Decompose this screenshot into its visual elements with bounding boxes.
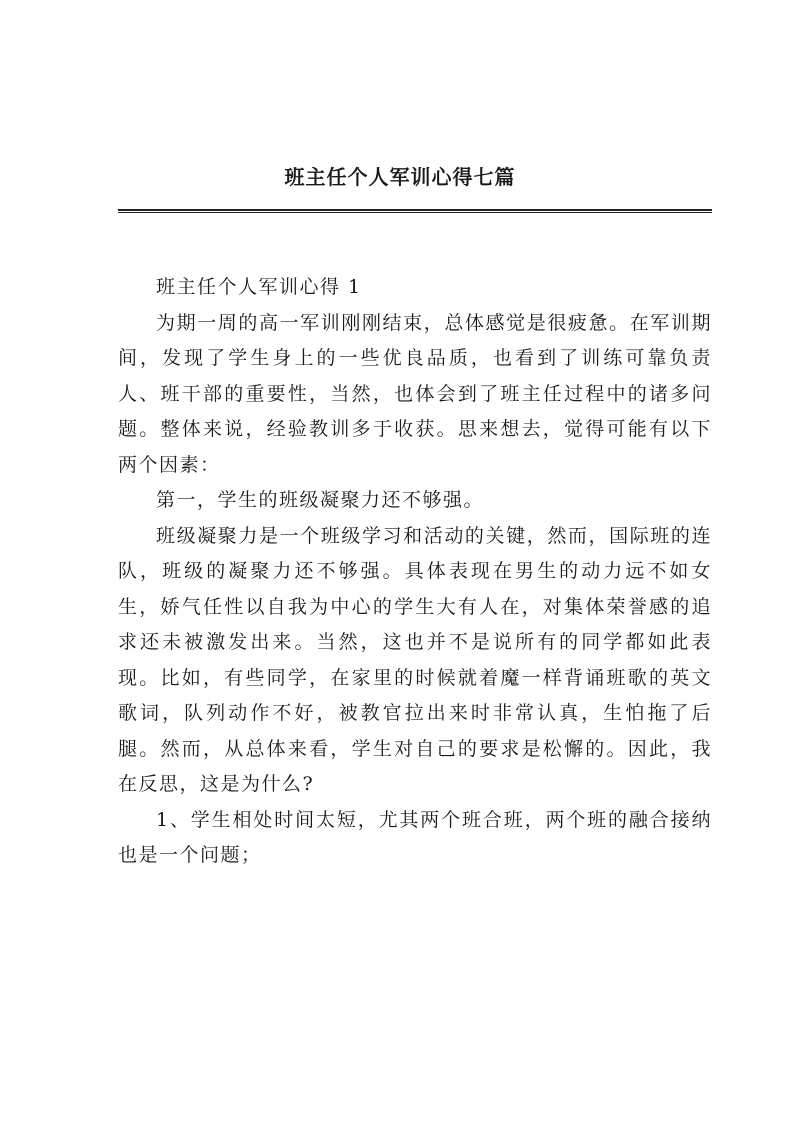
document-body <box>118 270 712 874</box>
title-divider <box>118 209 712 213</box>
paragraph: 为期一周的高一军训刚刚结束，总体感觉是很疲惫。在军训期间，发现了学生身上的一些优良品质，也看到了训练可靠负责人、班干部的重要性，当然，也体会到了班主任过程中的诸多问题。整体来说，经验教训多于收获。思来想去，觉得可能有以下两个因素： <box>118 311 712 476</box>
section-heading: 班主任个人军训心得 1 <box>156 276 362 298</box>
document-title: 班主任个人军训心得七篇 <box>284 165 516 189</box>
paragraph: 班级凝聚力是一个班级学习和活动的关键，然而，国际班的连队，班级的凝聚力还不够强。具体表现在男生的动力远不如女生，娇气任性以自我为中心的学生大有人在，对集体荣誉感的追求还未被激发出来。当然，这也并不是说所有的同学都如此表现。比如，有些同学，在家里的时候就着魔一样背诵班歌的英文歌词，队列动作不好，被教官拉出来时非常认真，生怕拖了后腿。然而，从总体来看，学生对自己的要求是松懈的。因此，我在反思，这是为什么? <box>118 524 712 795</box>
paragraph: 1、学生相处时间太短，尤其两个班合班，两个班的融合接纳也是一个问题； <box>118 808 712 866</box>
paragraph: 第一，学生的班级凝聚力还不够强。 <box>156 489 485 511</box>
